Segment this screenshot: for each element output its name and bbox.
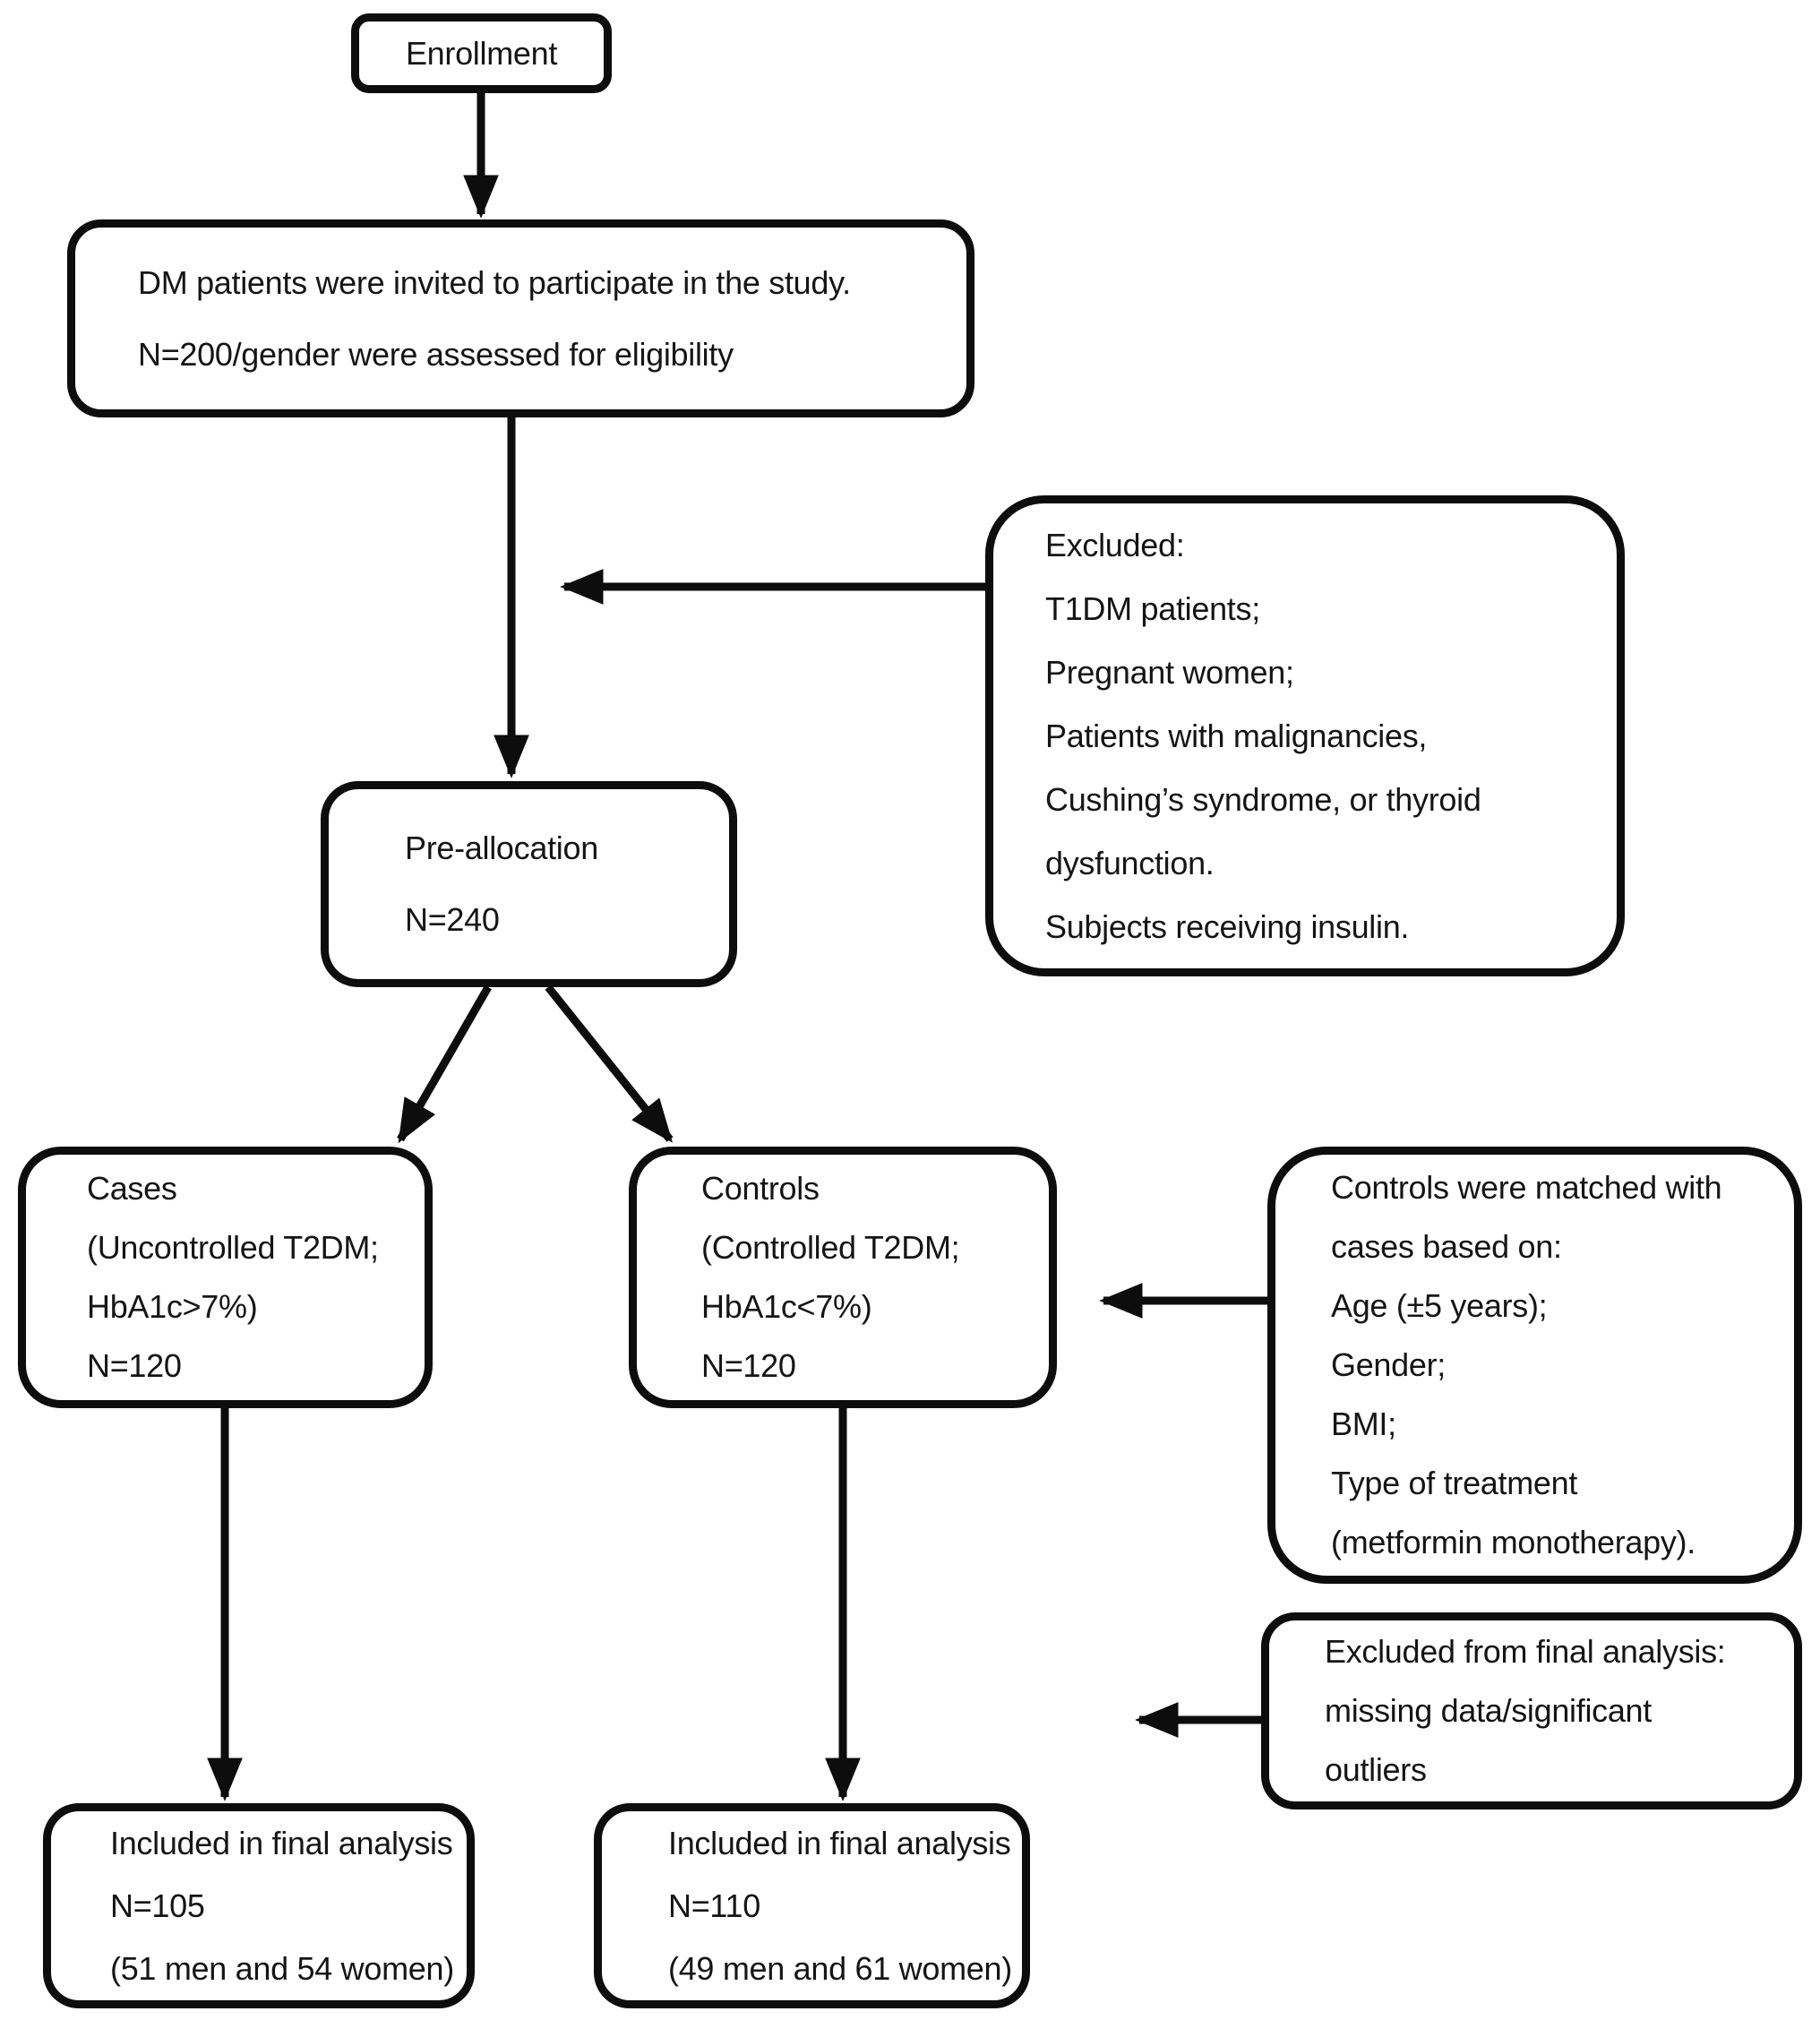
final-cases-line-3: (51 men and 54 women) [110,1949,454,1987]
final-exclusion-line-2: missing data/significant [1325,1692,1652,1729]
matching-line-2: cases based on: [1331,1228,1562,1265]
matching-line-6: Type of treatment [1331,1465,1578,1501]
pre-allocation-box [321,781,737,987]
cases-line-2: (Uncontrolled T2DM; [87,1229,379,1266]
controls-line-3: HbA1c<7%) [701,1288,872,1325]
arrow-pre-allocation-to-cases [400,987,488,1139]
excluded-line-5: Cushing’s syndrome, or thyroid [1045,781,1481,818]
controls-line-4: N=120 [701,1347,796,1384]
final-cases-box [43,1803,475,2008]
matching-criteria-box [1267,1147,1802,1584]
final-exclusion-box [1261,1612,1802,1809]
enrollment-box [351,13,612,93]
excluded-line-6: dysfunction. [1045,845,1215,881]
invitation-line-2: N=200/gender were assessed for eligibility [138,335,734,373]
excluded-line-4: Patients with malignancies, [1045,718,1428,754]
matching-line-5: BMI; [1331,1405,1396,1442]
controls-line-2: (Controlled T2DM; [701,1229,960,1266]
excluded-line-7: Subjects receiving insulin. [1045,908,1410,945]
matching-line-4: Gender; [1331,1346,1446,1383]
pre-allocation-line-1: Pre-allocation [405,829,598,866]
enrollment-label: Enrollment [405,34,558,72]
controls-box [629,1147,1057,1408]
final-exclusion-line-3: outliers [1325,1751,1427,1788]
final-controls-line-3: (49 men and 61 women) [668,1949,1012,1987]
invitation-box [67,219,974,417]
final-controls-line-1: Included in final analysis [668,1824,1011,1861]
matching-line-1: Controls were matched with [1331,1169,1722,1206]
final-cases-line-2: N=105 [110,1887,205,1924]
pre-allocation-line-2: N=240 [405,901,500,938]
excluded-line-1: Excluded: [1045,527,1185,563]
exclusion-criteria-box [985,495,1625,976]
final-cases-line-1: Included in final analysis [110,1824,453,1861]
excluded-line-2: T1DM patients; [1045,590,1260,627]
final-controls-box [594,1803,1030,2008]
cases-line-4: N=120 [87,1347,182,1384]
matching-line-3: Age (±5 years); [1331,1287,1548,1324]
excluded-line-3: Pregnant women; [1045,654,1294,691]
final-controls-line-2: N=110 [668,1887,760,1924]
final-exclusion-line-1: Excluded from final analysis: [1325,1633,1726,1670]
arrow-pre-allocation-to-controls [548,987,670,1139]
invitation-line-1: DM patients were invited to participate in the study. [138,263,851,301]
matching-line-7: (metformin monotherapy). [1331,1524,1696,1560]
controls-line-1: Controls [701,1170,820,1207]
cases-line-1: Cases [87,1170,177,1207]
cases-box [18,1147,433,1408]
cases-line-3: HbA1c>7%) [87,1288,258,1325]
